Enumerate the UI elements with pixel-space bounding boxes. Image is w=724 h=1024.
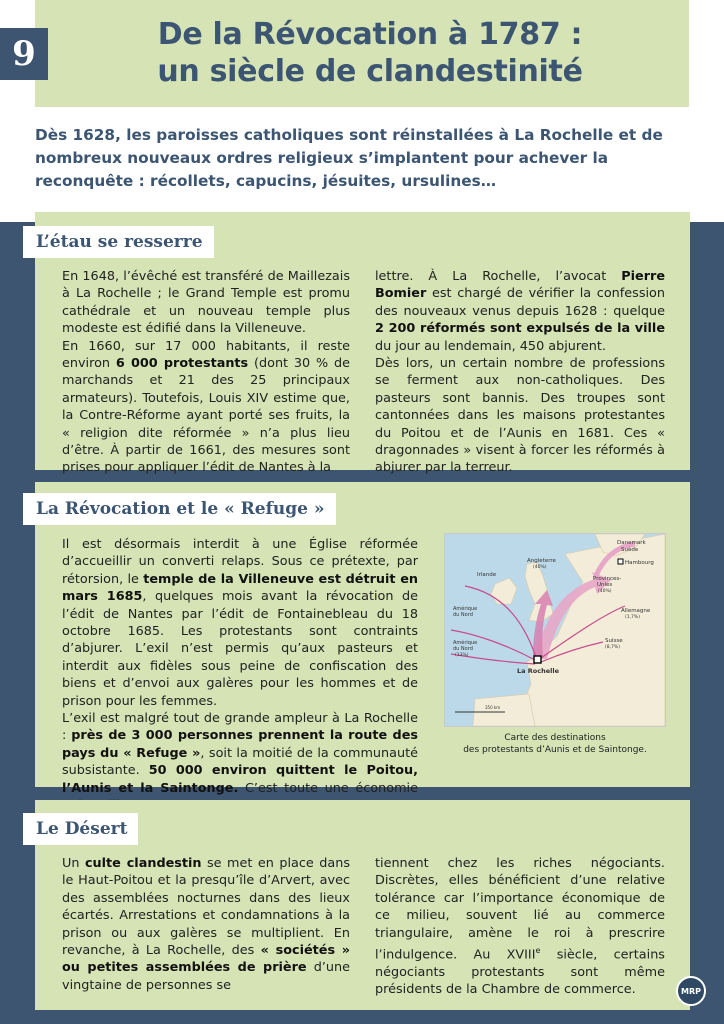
text-run: est chargé de vérifier la confession des nouveaux venus depuis 1628 : quelque <box>375 286 665 319</box>
section1-right-p2: Dès lors, un certain nombre de professions se ferment aux non-catholiques. Des pasteurs sont bannis. Des troupes sont cantonnées dans les maisons protestantes du Poitou et de l’Aunis en 1681. Ces « dragonnades » visent à forcer les réformés à abjurer par la terreur. <box>375 356 665 476</box>
map-label-amerique1: Amérique <box>453 606 478 612</box>
map-label-unies: Unies <box>597 582 613 588</box>
hambourg-marker <box>618 559 623 564</box>
map-label-irlande: Irlande <box>477 572 497 578</box>
text-run: C’est toute une économie <box>244 780 418 796</box>
section1-right-p1 <box>375 268 665 355</box>
section1-title: L’étau se resserre <box>23 226 214 258</box>
map-label-suede: Suède <box>621 547 639 553</box>
section3-right-p <box>375 855 665 999</box>
map-label-angleterre: Angleterre <box>527 558 556 564</box>
map-label-allemagne-pct: (1,7%) <box>625 615 640 620</box>
map-caption-line2: des protestants d’Aunis et de Saintonge. <box>463 745 647 755</box>
map-caption <box>432 732 678 756</box>
bold-run: culte clandestin <box>84 856 202 871</box>
text-run: Il est désormais interdit à une Église réformée d’accueillir un converti relaps. Sous ce prétexte, par rétorsion, le <box>62 537 418 587</box>
destinations-map <box>444 533 666 727</box>
page-title <box>60 16 680 90</box>
intro-text: Dès 1628, les paroisses catholiques sont réinstallées à La Rochelle et de nombreux nouveaux ordres religieux s’implantent pour achever la reconquête : récollets, capucins, jésuites, ursulines… <box>35 126 663 190</box>
map-label-amerique1b: du Nord <box>453 612 473 618</box>
bold-run: 50 000 environ quittent le Poitou, l’Aunis et la Saintonge. <box>62 763 418 796</box>
text-run: siècle, certains négociants protestants sont même présidents de la Chambre de commerce. <box>375 947 665 998</box>
map-label-angleterre-pct: (40%) <box>533 565 547 570</box>
map-svg <box>445 534 665 726</box>
section2-p1 <box>62 536 418 710</box>
map-caption-line1: Carte des destinations <box>504 733 606 743</box>
section2-column <box>62 536 418 815</box>
page-number: 9 <box>0 28 48 80</box>
section1-left-p1: En 1648, l’évêché est transféré de Maillezais à La Rochelle ; le Grand Temple est promu cathédrale et un nouveau temple plus modeste est édifié dans la Villeneuve. <box>62 269 350 337</box>
museum-logo: MRP <box>676 976 706 1006</box>
map-label-unies-pct: (40%) <box>598 589 612 594</box>
text-run: tiennent chez les riches négociants. Discrètes, elles bénéficient d’une relative tolérance car l’importance économique de ce milieu, souvent lié au commerce triangulaire, amène le roi à prescrire l’indulgence. Au XVIII <box>375 856 665 963</box>
la-rochelle-marker <box>534 656 541 663</box>
section1-right-column <box>375 268 665 477</box>
section3-right-column <box>375 855 665 999</box>
section3-left-p <box>62 855 350 994</box>
map-scale-label: 350 km <box>485 705 501 710</box>
map-label-amerique2: Amérique <box>453 640 478 646</box>
text-run: lettre. À La Rochelle, l’avocat <box>375 269 622 284</box>
bold-run: 2 200 réformés sont expulsés de la ville <box>375 321 665 337</box>
text-run: L’exil est malgré tout de grande ampleur à La Rochelle : <box>62 711 418 744</box>
text-run: Un <box>62 856 85 871</box>
map-label-hambourg: Hambourg <box>625 560 654 566</box>
title-line-1: De la Révocation à 1787 : <box>157 17 583 52</box>
bold-run: temple de la Villeneuve est détruit en mars 1685 <box>62 571 418 605</box>
map-label-allemagne: Allemagne <box>621 608 651 614</box>
text-run: , soit la moitié de la communauté subsistante. <box>62 745 418 779</box>
map-label-la-rochelle: La Rochelle <box>517 667 560 675</box>
map-label-amerique2b: du Nord <box>453 646 473 652</box>
section2-p2 <box>62 710 418 814</box>
text-run: En 1660, sur 17 000 habitants, il reste environ <box>62 338 350 372</box>
section2-title: La Révocation et le « Refuge » <box>23 493 336 525</box>
section3-left-column <box>62 855 350 994</box>
text-run: d’une vingtaine de personnes se <box>62 960 350 993</box>
text-run: , quelques mois avant la révocation de l’édit de Nantes par l’édit de Fontainebleau du 18 octobre 1685. Les protestants sont contraints d’abjurer. L’exil n’est permis qu’aux pasteurs et interdit aux fidèles sous peine de confiscation des biens et d’envoi aux galères pour les hommes et de prison pour les femmes. <box>62 589 418 709</box>
map-label-provinces: Provinces- <box>593 576 622 582</box>
title-line-2: un siècle de clandestinité <box>157 54 583 89</box>
map-label-suisse: Suisse <box>605 638 623 644</box>
text-run: du jour au lendemain, 450 abjurent. <box>375 338 606 354</box>
bold-run: Pierre Bomier <box>375 269 665 302</box>
bold-run: 6 000 protestants <box>115 356 249 372</box>
map-label-danemark: Danemark <box>617 540 646 546</box>
map-label-suisse-pct: (8,7%) <box>605 645 620 650</box>
section1-left-p2 <box>62 338 350 477</box>
section3-title: Le Désert <box>23 813 138 845</box>
bold-run: « sociétés » ou petites assemblées de prière <box>62 943 351 976</box>
map-iberia <box>473 694 535 726</box>
text-run: (dont 30 % de marchands et 21 des 25 principaux armateurs). Toutefois, Louis XIV estime que, la Contre-Réforme ayant porté ses fruits, la « religion dite réformée » n’a plus lieu d’être. À partir de 1661, des mesures sont prises pour appliquer l’édit de Nantes à la <box>62 356 350 476</box>
section1-left-column <box>62 268 350 477</box>
bold-run: près de 3 000 personnes prennent la route des pays du « Refuge » <box>62 728 418 761</box>
text-run: se met en place dans le Haut-Poitou et la presqu’île d’Arvert, avec des assemblées nocturnes dans des lieux écartés. Arrestations et condamnations à la prison ou aux galères se multiplient. En revanche, à La Rochelle, des <box>62 856 351 959</box>
map-label-amerique2-pct: (13%) <box>455 653 469 658</box>
superscript: e <box>535 946 541 956</box>
